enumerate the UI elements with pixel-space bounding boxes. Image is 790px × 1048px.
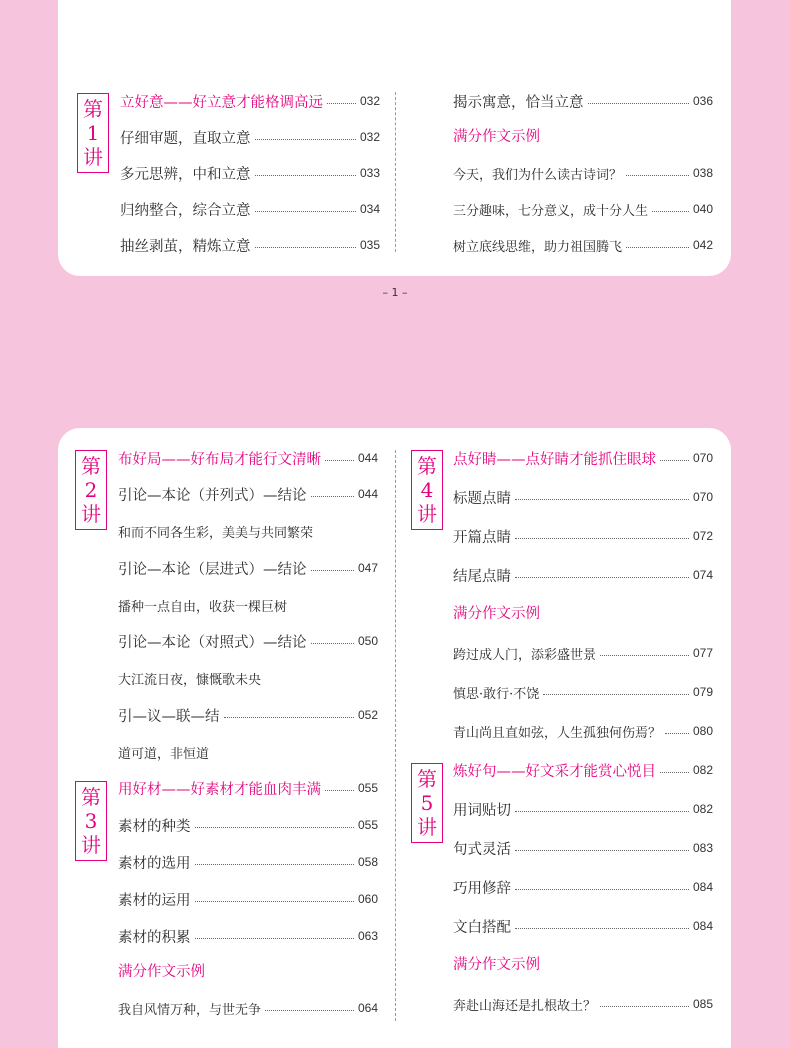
example-heading: 满分作文示例: [118, 964, 205, 980]
leader-dots: [626, 175, 689, 176]
lecture-4-badge: [411, 450, 443, 530]
toc-entry-example[interactable]: [453, 162, 713, 184]
leader-dots: [311, 570, 354, 571]
toc-entry-lecture-title[interactable]: [453, 447, 713, 469]
entry-page: 052: [357, 708, 378, 722]
entry-title: 素材的运用: [118, 892, 191, 909]
leader-dots: [255, 211, 356, 212]
entry-page: 050: [357, 634, 378, 648]
entry-title: 点好睛——点好睛才能抓住眼球: [453, 451, 656, 468]
leader-dots: [224, 717, 354, 718]
toc-entry[interactable]: [118, 630, 378, 652]
entry-page: 040: [692, 202, 713, 216]
toc-entry[interactable]: [118, 704, 378, 726]
entry-page: 063: [357, 929, 378, 943]
entry-page: 070: [692, 490, 713, 504]
toc-entry-example[interactable]: [118, 741, 378, 763]
leader-dots: [665, 733, 689, 734]
leader-dots: [327, 103, 356, 104]
entry-title: 素材的选用: [118, 855, 191, 872]
toc-entry[interactable]: [453, 564, 713, 586]
leader-dots: [195, 864, 354, 865]
entry-title: 大江流日夜，慷慨歌未央: [118, 672, 262, 688]
leader-dots: [195, 938, 354, 939]
toc-entry-lecture-title[interactable]: [120, 90, 380, 112]
badge-char: 第: [81, 785, 101, 809]
entry-title: 引论—本论（层进式）—结论: [118, 561, 307, 578]
toc-entry-example[interactable]: [453, 642, 713, 664]
entry-title: 结尾点睛: [453, 568, 511, 585]
toc-entry-example[interactable]: [453, 993, 713, 1015]
entry-page: 084: [692, 919, 713, 933]
entry-page: 080: [692, 724, 713, 738]
entry-title: 跨过成人门，添彩盛世景: [453, 647, 597, 663]
entry-title: 和而不同各生彩，美美与共同繁荣: [118, 525, 314, 541]
entry-page: 044: [357, 487, 378, 501]
entry-title: 开篇点睛: [453, 529, 511, 546]
example-heading: 满分作文示例: [453, 606, 540, 622]
entry-title: 引论—本论（对照式）—结论: [118, 634, 307, 651]
toc-entry[interactable]: [118, 925, 378, 947]
entry-page: 060: [357, 892, 378, 906]
leader-dots: [311, 496, 354, 497]
entry-title: 多元思辨，中和立意: [120, 166, 251, 183]
leader-dots: [255, 247, 356, 248]
toc-entry[interactable]: [453, 798, 713, 820]
entry-page: 033: [359, 166, 380, 180]
entry-title: 立好意——好立意才能格调高远: [120, 94, 323, 111]
toc-entry[interactable]: [118, 483, 378, 505]
leader-dots: [600, 1006, 689, 1007]
entry-title: 归纳整合，综合立意: [120, 202, 251, 219]
entry-page: 084: [692, 880, 713, 894]
entry-title: 句式灵活: [453, 841, 511, 858]
leader-dots: [325, 460, 354, 461]
entry-page: 034: [359, 202, 380, 216]
toc-entry[interactable]: [453, 837, 713, 859]
entry-page: 074: [692, 568, 713, 582]
entry-page: 044: [357, 451, 378, 465]
entry-page: 077: [692, 646, 713, 660]
badge-char: 讲: [417, 815, 437, 839]
leader-dots: [195, 827, 354, 828]
leader-dots: [600, 655, 689, 656]
badge-char: 讲: [81, 502, 101, 526]
entry-page: 085: [692, 997, 713, 1011]
entry-page: 047: [357, 561, 378, 575]
toc-entry-example[interactable]: [453, 198, 713, 220]
toc-entry[interactable]: [453, 525, 713, 547]
entry-title: 青山尚且直如弦，人生孤独何伤焉？: [453, 725, 662, 741]
entry-title: 抽丝剥茧，精炼立意: [120, 238, 251, 255]
toc-entry-lecture-title[interactable]: [118, 447, 378, 469]
lecture-2-badge: [75, 450, 107, 530]
leader-dots: [255, 175, 356, 176]
entry-page: 072: [692, 529, 713, 543]
leader-dots: [515, 889, 689, 890]
entry-page: 036: [692, 94, 713, 108]
toc-entry[interactable]: [120, 126, 380, 148]
toc-entry[interactable]: [120, 162, 380, 184]
toc-entry-example[interactable]: [118, 997, 378, 1019]
leader-dots: [515, 928, 689, 929]
entry-title: 揭示寓意，恰当立意: [453, 94, 584, 111]
page-number: – 1 –: [382, 286, 408, 299]
lecture-5-badge: [411, 763, 443, 843]
entry-page: 032: [359, 94, 380, 108]
badge-char: 第: [81, 454, 101, 478]
leader-dots: [626, 247, 689, 248]
badge-number: 2: [84, 478, 98, 502]
toc-entry-example[interactable]: [118, 667, 378, 689]
leader-dots: [515, 538, 689, 539]
entry-title: 用好材——好素材才能血肉丰满: [118, 781, 321, 798]
toc-entry[interactable]: [118, 557, 378, 579]
entry-title: 素材的种类: [118, 818, 191, 835]
toc-entry[interactable]: [453, 90, 713, 112]
entry-page: 055: [357, 818, 378, 832]
entry-title: 树立底线思维，助力祖国腾飞: [453, 239, 623, 255]
entry-page: 042: [692, 238, 713, 252]
entry-title: 仔细审题，直取立意: [120, 130, 251, 147]
entry-title: 巧用修辞: [453, 880, 511, 897]
entry-title: 炼好句——好文采才能赏心悦目: [453, 763, 656, 780]
toc-entry[interactable]: [118, 851, 378, 873]
leader-dots: [325, 790, 354, 791]
entry-title: 播种一点自由，收获一棵巨树: [118, 599, 288, 615]
entry-page: 055: [357, 781, 378, 795]
badge-char: 讲: [81, 833, 101, 857]
badge-char: 讲: [83, 145, 103, 169]
badge-char: 第: [83, 97, 103, 121]
entry-title: 道可道，非恒道: [118, 746, 210, 762]
toc-entry[interactable]: [453, 915, 713, 937]
toc-entry[interactable]: [120, 234, 380, 256]
entry-title: 今天，我们为什么读古诗词？: [453, 167, 623, 183]
leader-dots: [265, 1010, 354, 1011]
badge-number: 5: [420, 791, 434, 815]
leader-dots: [515, 811, 689, 812]
entry-title: 慎思·敢行·不饶: [453, 686, 540, 702]
leader-dots: [588, 103, 689, 104]
leader-dots: [660, 460, 689, 461]
toc-entry[interactable]: [120, 198, 380, 220]
entry-page: 082: [692, 763, 713, 777]
leader-dots: [660, 772, 689, 773]
example-heading: 满分作文示例: [453, 957, 540, 973]
toc-entry-example[interactable]: [118, 594, 378, 616]
entry-page: 083: [692, 841, 713, 855]
toc-entry-example[interactable]: [118, 520, 378, 542]
badge-char: 讲: [417, 502, 437, 526]
entry-title: 奔赴山海还是扎根故土？: [453, 998, 597, 1014]
entry-title: 用词贴切: [453, 802, 511, 819]
toc-entry[interactable]: [453, 876, 713, 898]
toc-entry-lecture-title[interactable]: [118, 777, 378, 799]
entry-page: 082: [692, 802, 713, 816]
lecture-1-badge: [77, 93, 109, 173]
column-divider: [395, 450, 396, 1021]
leader-dots: [255, 139, 356, 140]
toc-entry-lecture-title[interactable]: [453, 759, 713, 781]
leader-dots: [515, 850, 689, 851]
entry-page: 064: [357, 1001, 378, 1015]
entry-title: 三分趣味，七分意义，成十分人生: [453, 203, 649, 219]
toc-entry-example[interactable]: [453, 681, 713, 703]
entry-page: 038: [692, 166, 713, 180]
badge-number: 1: [86, 121, 100, 145]
badge-number: 3: [84, 809, 98, 833]
entry-title: 文白搭配: [453, 919, 511, 936]
lecture-3-badge: [75, 781, 107, 861]
leader-dots: [543, 694, 689, 695]
toc-entry[interactable]: [118, 888, 378, 910]
leader-dots: [195, 901, 354, 902]
entry-page: 070: [692, 451, 713, 465]
badge-char: 第: [417, 767, 437, 791]
entry-title: 布好局——好布局才能行文清晰: [118, 451, 321, 468]
entry-title: 引论—本论（并列式）—结论: [118, 487, 307, 504]
badge-number: 4: [420, 478, 434, 502]
entry-title: 引—议—联—结: [118, 708, 220, 725]
entry-page: 079: [692, 685, 713, 699]
leader-dots: [652, 211, 689, 212]
toc-entry[interactable]: [118, 814, 378, 836]
toc-entry-example[interactable]: [453, 234, 713, 256]
entry-title: 素材的积累: [118, 929, 191, 946]
entry-title: 标题点睛: [453, 490, 511, 507]
column-divider: [395, 92, 396, 252]
leader-dots: [311, 643, 354, 644]
toc-entry[interactable]: [453, 486, 713, 508]
leader-dots: [515, 577, 689, 578]
entry-page: 032: [359, 130, 380, 144]
toc-entry-example[interactable]: [453, 720, 713, 742]
example-heading: 满分作文示例: [453, 129, 540, 145]
entry-page: 058: [357, 855, 378, 869]
leader-dots: [515, 499, 689, 500]
entry-page: 035: [359, 238, 380, 252]
entry-title: 我自风情万种，与世无争: [118, 1002, 262, 1018]
badge-char: 第: [417, 454, 437, 478]
